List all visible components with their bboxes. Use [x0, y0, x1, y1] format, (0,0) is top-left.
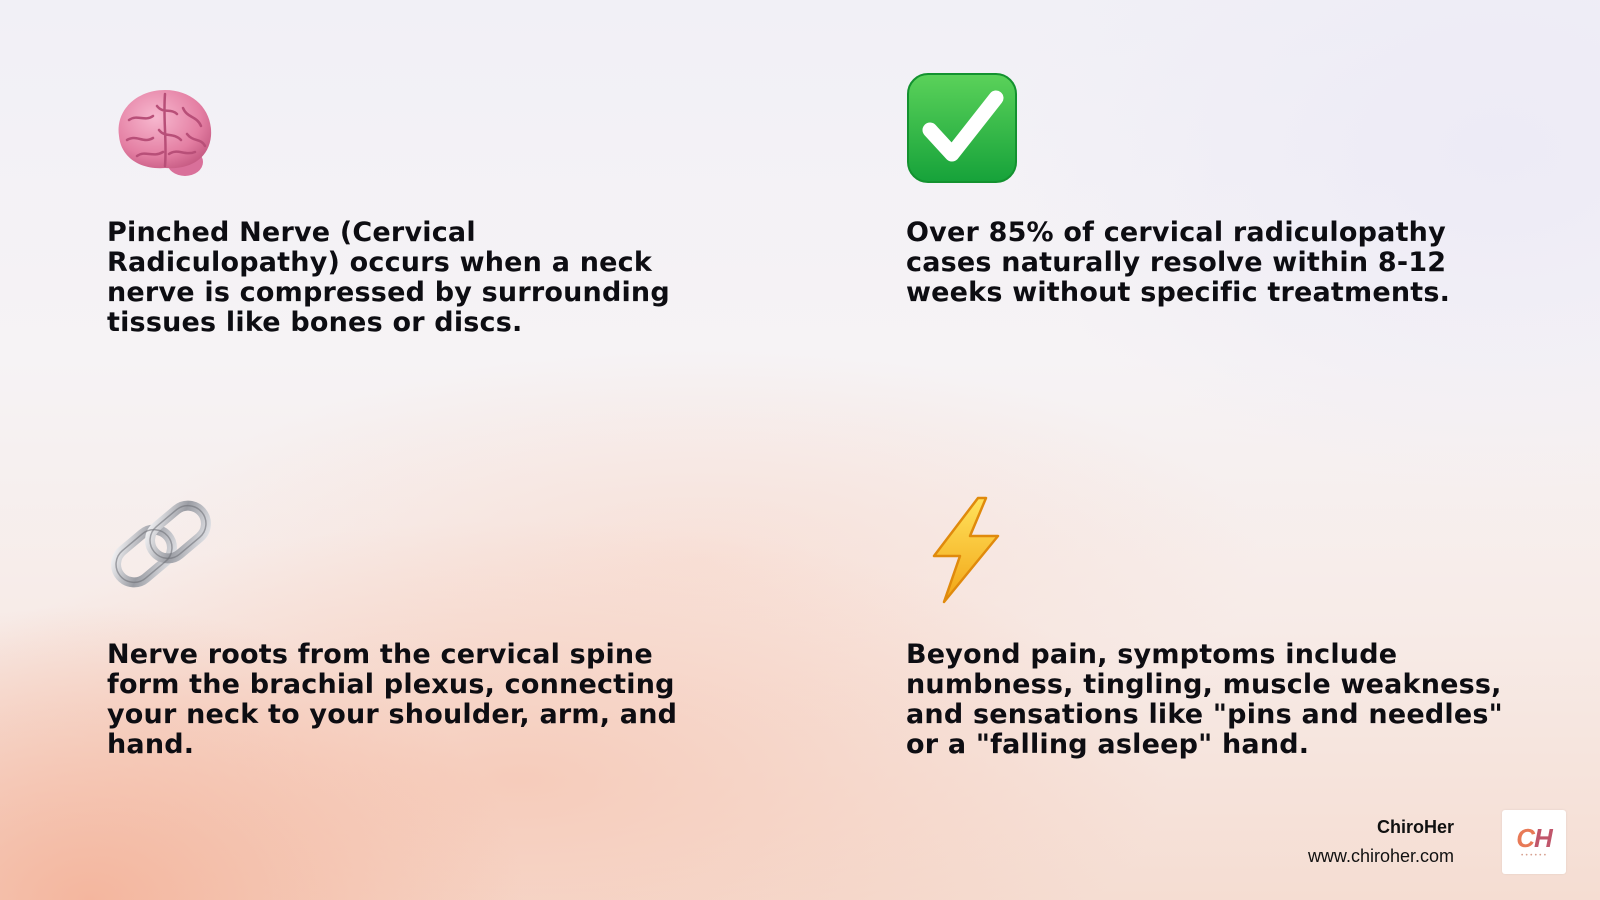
- brain-icon: [107, 80, 219, 192]
- brand-url[interactable]: www.chiroher.com: [1307, 846, 1454, 866]
- card-text-nerve-roots: Nerve roots from the cervical spine form the brachial plexus, connecting your neck to your shoulder, arm, and hand.: [107, 639, 678, 760]
- card-text-pinched-nerve: Pinched Nerve (Cervical Radiculopathy) occurs when a neck nerve is compressed by surrounding tissues like bones or discs.: [107, 217, 670, 338]
- logo-mark: CH: [1516, 823, 1552, 853]
- card-text-resolution-rate: Over 85% of cervical radiculopathy cases naturally resolve within 8-12 weeks without specific treatments.: [906, 217, 1451, 308]
- brand-logo: [1502, 810, 1566, 874]
- chain-link-icon: [105, 492, 217, 604]
- lightning-icon: [908, 494, 1020, 606]
- brand-block: [1308, 816, 1454, 868]
- logo-dots-decoration: ••••••: [1520, 852, 1548, 859]
- card-text-symptoms: Beyond pain, symptoms include numbness, tingling, muscle weakness, and sensations like "pins and needles" or a "falling asleep" hand.: [906, 639, 1503, 760]
- brand-name: ChiroHer: [1376, 817, 1454, 837]
- check-mark-icon: [906, 72, 1018, 184]
